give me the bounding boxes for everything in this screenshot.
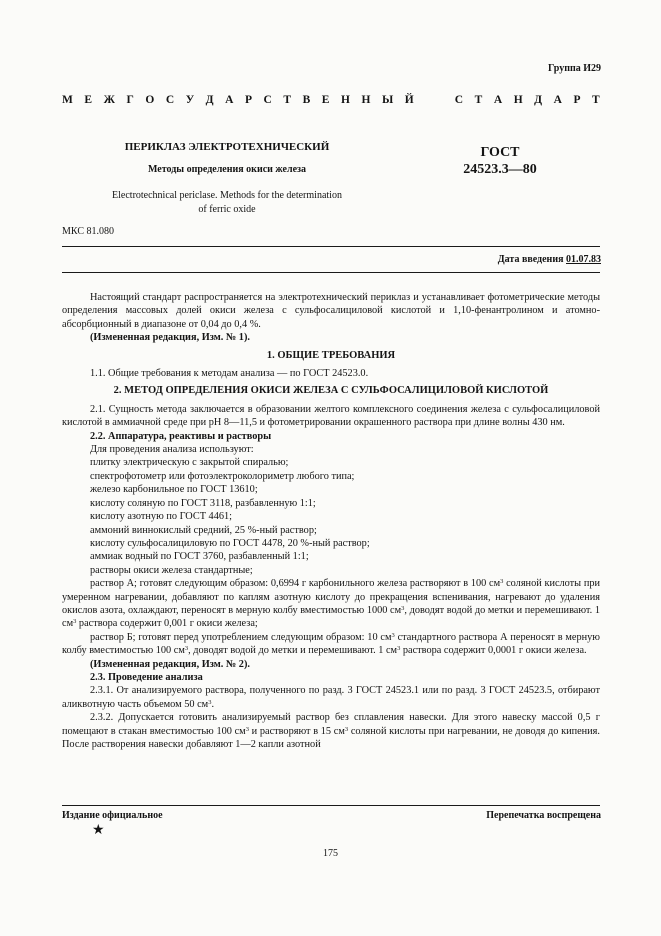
paragraph-2-2-intro: Для проведения анализа используют: bbox=[90, 444, 254, 456]
english-title-line-2: of ferric oxide bbox=[198, 204, 256, 215]
banner-letter: В bbox=[302, 94, 311, 106]
subsection-2-3-heading: 2.3. Проведение анализа bbox=[90, 671, 203, 683]
banner-letter: Р bbox=[244, 94, 252, 106]
banner-letter: Ы bbox=[381, 94, 394, 106]
star-icon: ★ bbox=[92, 823, 105, 838]
banner-letter: Д bbox=[205, 94, 214, 106]
solution-b-paragraph: раствор Б; готовят перед употреблением следующим образом: 10 $см^3$ стандартного раствора А переносят в мерную колбу вместимостью 100 $см^3$, доводят водой до метки и перемешивают. 1 $см^3$ раствора содержит 0,0001 г окиси железа. bbox=[62, 631, 601, 657]
divider-line bbox=[62, 272, 600, 273]
document-body bbox=[62, 291, 600, 751]
subsection-2-2-heading: 2.2. Аппаратура, реактивы и растворы bbox=[90, 430, 272, 442]
paragraph-2-1: 2.1. Сущность метода заключается в образовании желтого комплексного соединения железа с сульфосалициловой кислотой в аммиачной среде при pH 8—11,5 и фотометрировании окрашенного раствора при длине волны 430 нм. bbox=[62, 403, 600, 429]
banner-letter: Е bbox=[321, 94, 330, 106]
equipment-list bbox=[62, 456, 600, 577]
banner-letter: Т bbox=[474, 94, 483, 106]
revision-note: (Измененная редакция, Изм. № 1). bbox=[90, 332, 250, 344]
page-number: 175 bbox=[323, 848, 338, 859]
banner-letter: Д bbox=[534, 94, 543, 106]
list-item: аммиак водный по ГОСТ 3760, разбавленный 1:1; bbox=[90, 551, 309, 563]
banner-letter: А bbox=[225, 94, 234, 106]
banner-letter: А bbox=[493, 94, 503, 106]
mks-code: МКС 81.080 bbox=[62, 226, 114, 237]
standard-banner bbox=[62, 94, 600, 106]
document-subtitle: Методы определения окиси железа bbox=[147, 164, 307, 175]
banner-letter: С bbox=[454, 94, 464, 106]
section-2-heading: 2. МЕТОД ОПРЕДЕЛЕНИЯ ОКИСИ ЖЕЛЕЗА С СУЛЬФОСАЛИЦИЛОВОЙ КИСЛОТОЙ bbox=[113, 385, 549, 397]
list-item: растворы окиси железа стандартные; bbox=[90, 564, 253, 576]
date-value: 01.07.83 bbox=[566, 254, 601, 265]
section-1-heading: 1. ОБЩИЕ ТРЕБОВАНИЯ bbox=[266, 349, 396, 361]
banner-letter: Е bbox=[84, 94, 93, 106]
paragraph-2-3-2: 2.3.2. Допускается готовить анализируемый раствор без сплавления навески. Для этого навеску массой 0,5 г помещают в стакан вместимостью 100 $см^3$ и растворяют в 15 $см^3$ соляной кислоты при нагревании, не доводя до кипения. После растворения навески добавляют 1—2 капли азотной bbox=[62, 712, 600, 750]
english-title bbox=[62, 189, 392, 217]
banner-letter: Й bbox=[404, 94, 414, 106]
banner-letter: М bbox=[62, 94, 73, 106]
official-edition-label: Издание официальное bbox=[62, 810, 163, 821]
gost-number: 24523.3—80 bbox=[463, 162, 537, 177]
banner-letter: Т bbox=[283, 94, 292, 106]
banner-letter: А bbox=[553, 94, 562, 106]
introduction-date bbox=[498, 254, 601, 265]
solution-a-paragraph: раствор А; готовят следующим образом: 0,6994 г карбонильного железа растворяют в 100 $см^3$ соляной кислоты при умеренном нагревании, добавляют по каплям азотную кислоту до прекращения вспенивания, нагревают до удаления окислов азота, охлаждают, переносят в мерную колбу вместимостью 1000 $см^3$, доводят водой до метки и перемешивают. 1 $см^3$ раствора содержит 0,001 г окиси железа; bbox=[62, 578, 600, 630]
list-item: спектрофотометр или фотоэлектроколориметр любого типа; bbox=[90, 470, 355, 482]
banner-letter: Н bbox=[513, 94, 523, 106]
gost-label: ГОСТ bbox=[480, 145, 520, 160]
revision-note: (Измененная редакция, Изм. № 2). bbox=[90, 658, 250, 670]
banner-letter: Н bbox=[340, 94, 350, 106]
gost-block bbox=[440, 144, 560, 178]
banner-letter: С bbox=[263, 94, 272, 106]
divider-line bbox=[62, 246, 600, 247]
paragraph-1-1: 1.1. Общие требования к методам анализа — по ГОСТ 24523.0. bbox=[90, 368, 369, 380]
list-item: кислоту сульфосалициловую по ГОСТ 4478, 20 %-ный раствор; bbox=[90, 537, 370, 549]
english-title-line-1: Electrotechnical periclase. Methods for the determination bbox=[112, 190, 342, 201]
date-label: Дата введения bbox=[497, 254, 564, 265]
list-item: плитку электрическую с закрытой спиралью; bbox=[90, 457, 289, 469]
document-title: ПЕРИКЛАЗ ЭЛЕКТРОТЕХНИЧЕСКИЙ bbox=[124, 141, 330, 153]
banner-letter: О bbox=[145, 94, 155, 106]
banner-letter: С bbox=[165, 94, 175, 106]
footer-divider bbox=[62, 805, 600, 806]
banner-gap bbox=[425, 94, 443, 106]
intro-paragraph: Настоящий стандарт распространяется на электротехнический периклаз и устанавливает фотометрические методы определения массовых долей окиси железа с сульфосалициловой кислотой и 1,10-фенантролином и атомно-абсорбционный в диапазоне от 0,04 до 0,4 %. bbox=[62, 292, 600, 330]
banner-letter: Ж bbox=[103, 94, 115, 106]
paragraph-2-3-1: 2.3.1. От анализируемого раствора, полученного по разд. 3 ГОСТ 24523.1 или по разд. 3 ГОСТ 24523.5, отбирают аликвотную часть объемом 50 $см^3$. bbox=[62, 685, 600, 710]
list-item: аммоний виннокислый средний, 25 %-ный раствор; bbox=[90, 524, 317, 536]
banner-letter: У bbox=[185, 94, 195, 106]
banner-letter: Г bbox=[126, 94, 134, 106]
banner-letter: Н bbox=[361, 94, 371, 106]
list-item: железо карбонильное по ГОСТ 13610; bbox=[90, 484, 258, 496]
banner-letter: Р bbox=[573, 94, 581, 106]
reprint-prohibited-label: Перепечатка воспрещена bbox=[486, 810, 601, 821]
list-item: кислоту соляную по ГОСТ 3118, разбавленную 1:1; bbox=[90, 497, 316, 509]
group-label: Группа И29 bbox=[548, 63, 601, 74]
list-item: кислоту азотную по ГОСТ 4461; bbox=[90, 511, 233, 523]
banner-letter: Т bbox=[592, 94, 600, 106]
